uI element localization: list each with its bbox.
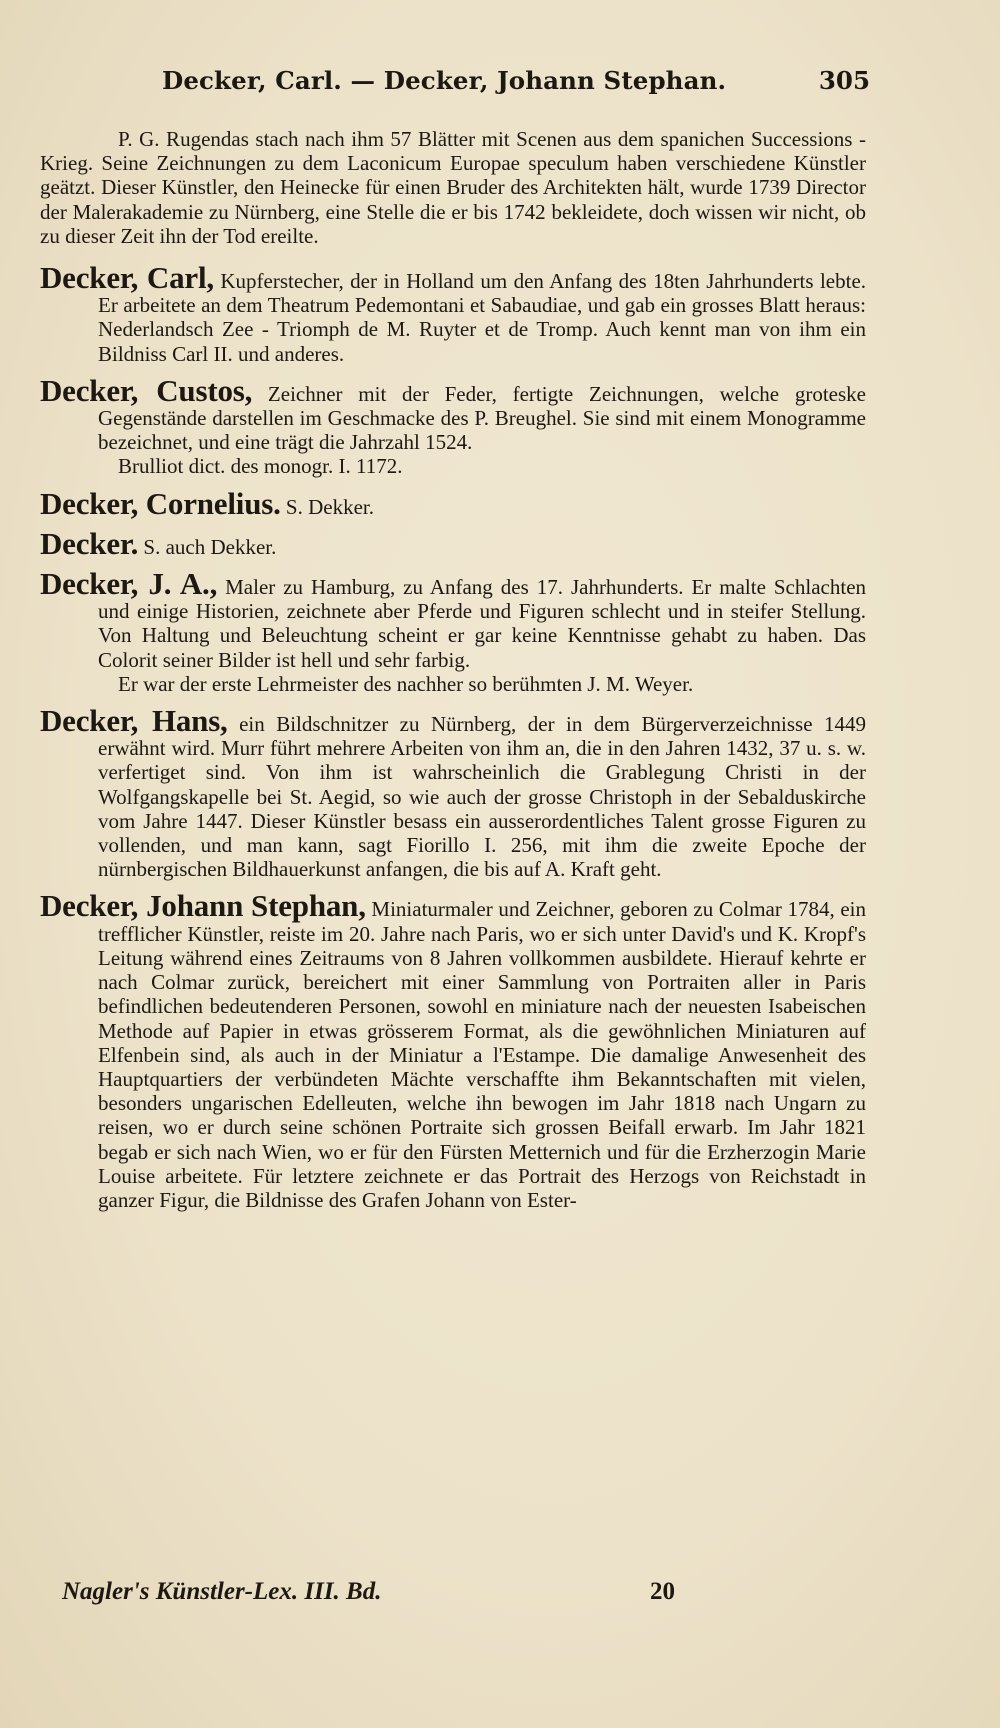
- entry-text: ein Bildschnitzer zu Nürnberg, der in dem Bürgerverzeichnisse 1449 erwähnt wird. Murr führt mehrere Arbeiten von ihm an, die in den Jahren 1432, 37 u. s. w. verfertiget sind. Von ihm ist wahrscheinlich die Grablegung Christi in der Wolfgangskapelle bei St. Aegid, so wie auch der grosse Christoph in der Sebalduskirche vom Jahre 1447. Dieser Künstler besass ein ausserordentliches Talent grosse Figuren zu vollenden, und man kann, sagt Fiorillo I. 256, mit ihm die zweite Epoche der nürnbergischen Bildhauerkunst anfangen, die bis auf A. Kraft geht.: [98, 712, 866, 882]
- entry-decker-carl: [40, 260, 867, 366]
- entry-decker-hans: [40, 703, 866, 882]
- signature-number: 20: [650, 1578, 675, 1605]
- entry-note: Brulliot dict. des monogr. I. 1172.: [118, 454, 403, 479]
- lexicon-body: [40, 127, 866, 1212]
- entry-text: Kupferstecher, der in Holland um den Anfang des 18ten Jahrhunderts lebte. Er arbeitete an dem Theatrum Pedemontani et Sabaudiae, und gab ein grosses Blatt heraus: Nederlandsch Zee - Triomph de M. Ruyter et de Tromp. Auch kennt man von ihm ein Bildniss Carl II. und anderes.: [98, 269, 867, 366]
- page-header: [100, 66, 870, 106]
- entry-decker-cornelius: [40, 485, 866, 521]
- continuation-paragraph: P. G. Rugendas stach nach ihm 57 Blätter mit Scenen aus dem spanichen Successions - Krieg. Seine Zeichnungen zu dem Laconicum Europae speculum haben verschiedene Künstler geätzt. Dieser Künstler, den Heinecke für einen Bruder des Architekten hält, wurde 1739 Director der Malerakademie zu Nürnberg, eine Stelle die er bis 1742 bekleidete, doch wissen wir nicht, ob zu dieser Zeit ihn der Tod ereilte.: [40, 127, 866, 248]
- entry-headword: Decker, Carl,: [40, 260, 214, 296]
- entry-headword: Decker, Cornelius.: [40, 485, 281, 521]
- entry-decker-j-a: [40, 566, 867, 672]
- entry-note: Er war der erste Lehrmeister des nachher so berühmten J. M. Weyer.: [118, 671, 694, 696]
- entry-text: Maler zu Hamburg, zu Anfang des 17. Jahrhunderts. Er malte Schlachten und einige Historien, zeichnete aber Pferde und Figuren schlecht und in steifer Stellung. Von Haltung und Beleuchtung scheint er gar keine Kenntnisse gehabt zu haben. Das Colorit seiner Bilder ist hell und sehr farbig.: [98, 575, 867, 672]
- entry-text: Zeichner mit der Feder, fertigte Zeichnungen, welche groteske Gegenstände darstellen im Geschmacke des P. Breughel. Sie sind mit einem Monogramme bezeichnet, und eine trägt die Jahrzahl 1524.: [98, 381, 866, 455]
- entry-headword: Decker, Custos,: [40, 372, 253, 408]
- entry-text: S. Dekker.: [285, 494, 374, 519]
- entry-decker-custos: [40, 372, 866, 455]
- entry-headword: Decker, Johann Stephan,: [40, 888, 366, 924]
- entry-decker-see-also: [40, 525, 866, 561]
- page-number: 305: [818, 66, 870, 95]
- entry-headword: Decker.: [40, 525, 139, 561]
- entry-text: Miniaturmaler und Zeichner, geboren zu Colmar 1784, ein trefflicher Künstler, reiste im 20. Jahre nach Paris, wo er sich unter David's und K. Kropf's Leitung während eines Zeitraums von 8 Jahren vollkommen ausbildete. Hierauf kehrte er nach Colmar zurück, bereichert mit einer Sammlung von Portraiten aller in Paris befindlichen bedeutenderen Personen, sowohl en miniature nach der neuesten Isabeischen Methode auf Papier in etwas grösserem Format, als die gewöhnlichen Miniaturen auf Elfenbein sind, als auch in der Miniatur a l'Estampe. Die damalige Anwesenheit des Hauptquartiers der verbündeten Mächte verschaffte ihm Bekanntschaften mit vielen, besonders ungarischen Edelleuten, welche ihn bewogen im Jahr 1818 nach Ungarn zu reisen, wo er durch seine schönen Portraite sich grossen Beifall erwarb. Im Jahr 1821 begab er sich nach Wien, wo er für den Fürsten Metternich und für die Erzherzogin Marie Louise arbeitete. Für letztere zeichnete er das Portrait des Herzogs von Reichstadt in ganzer Figur, die Bildnisse des Grafen Johann von Ester-: [98, 897, 867, 1212]
- entry-headword: Decker, J. A.,: [40, 566, 218, 602]
- entry-text: S. auch Dekker.: [143, 534, 277, 559]
- running-head: Decker, Carl. — Decker, Johann Stephan.: [162, 66, 727, 95]
- entry-decker-johann-stephan: [40, 888, 867, 1212]
- page-footer: [62, 1578, 762, 1612]
- entry-headword: Decker, Hans,: [40, 703, 228, 739]
- printer-signature: Nagler's Künstler-Lex. III. Bd.: [62, 1578, 382, 1605]
